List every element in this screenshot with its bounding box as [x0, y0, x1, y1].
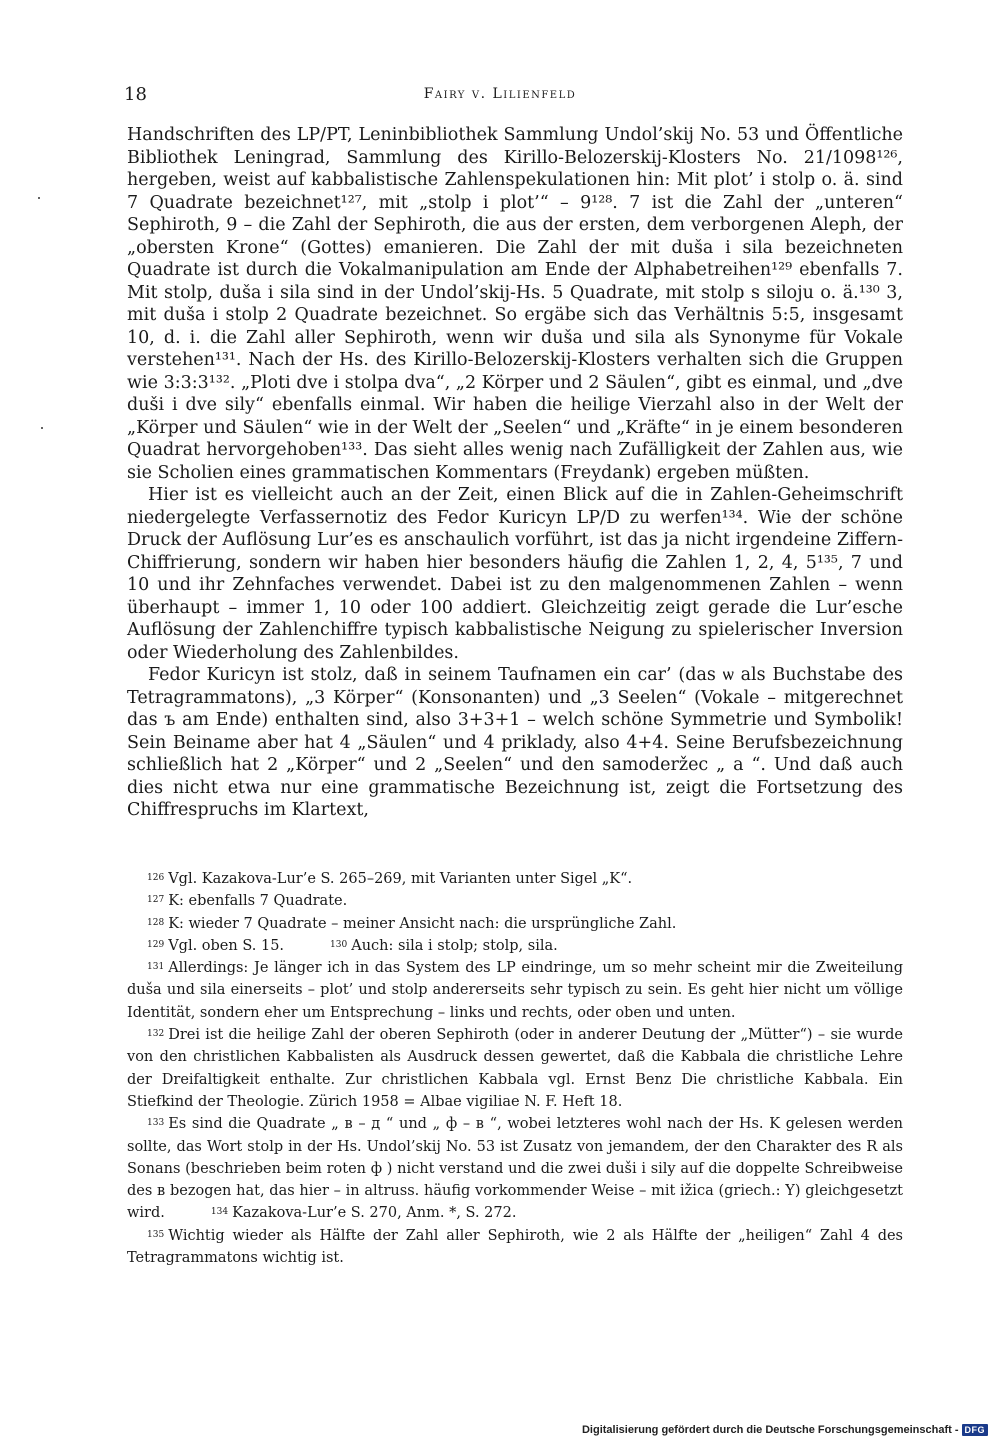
footnote: [127, 935, 903, 957]
footnote: [127, 1113, 903, 1224]
footnote: [127, 890, 903, 912]
footnote-number: 126: [147, 873, 165, 883]
running-head: Fairy v. Lilienfeld: [423, 86, 577, 102]
footnote-number: 127: [147, 895, 165, 906]
footnote-number: 131: [147, 962, 165, 973]
footnote: [127, 868, 903, 890]
body-paragraph: Hier ist es vielleicht auch an der Zeit, einen Blick auf die in Zahlen-Geheimschrift niedergelegte Verfassernotiz des Fedor Kuricyn LP/D zu werfen¹³⁴. Wie der schöne Druck der Auflösung Lur’es es anschaulich vorführt, ist das ja nicht irgendeine Ziffern-Chiffrierung, sondern wir haben hier besonders häufig die Zahlen 1, 2, 4, 5¹³⁵, 7 und 10 und ihr Zehnfaches verwendet. Dabei ist zu den malgenommenen Zahlen – wenn überhaupt – immer 1, 10 oder 100 addiert. Gleichzeitig zeigt gerade die Lur’esche Auflösung der Zahlenchiffre typisch kabbalistische Neigung zu spielerischer Inversion oder Wiederholung des Zahlenbildes.: [127, 485, 903, 663]
footnote-number: 130: [330, 939, 348, 950]
footnote-text: Vgl. oben S. 15.: [168, 937, 285, 954]
dfg-logo: DFG: [962, 1424, 989, 1436]
funding-text: Digitalisierung gefördert durch die Deutsche Forschungsgemeinschaft -: [581, 1424, 959, 1436]
scan-speck: [38, 197, 40, 199]
footnote-number: 135: [147, 1229, 165, 1240]
footnote: [127, 1225, 903, 1270]
footnotes: [127, 868, 903, 1269]
page-number: 18: [124, 84, 147, 105]
footnote: [127, 913, 903, 935]
footnote-text: Allerdings: Je länger ich in das System des LP eindringe, um so mehr scheint mir die Zweiteilung duša und sila einerseits – plot’ und stolp andererseits sehr typisch zu sein. Es geht hier nicht um völlige Identität, sondern eher um Entsprechung – links und rechts, oder oben und unten.: [127, 960, 903, 1021]
footnote-number: 133: [147, 1118, 165, 1129]
footnote-text: Auch: sila i stolp; stolp, sila.: [351, 937, 558, 954]
body-text: [127, 124, 903, 822]
footnote-text: Kazakova-Lur’e S. 270, Anm. *, S. 272.: [232, 1205, 517, 1222]
footnote-text: Es sind die Quadrate „ в – д “ und „ ф – в “, wobei letzteres wohl nach der Hs. K gelesen werden sollte, das Wort stolp in der Hs. Undol’skij No. 53 ist Zusatz von jemandem, der den Charakter des R als Sonans (beschrieben beim roten ф ) nicht verstand und die zwei duši i sily auf die doppelte Schreibweise des в bezogen hat, das hier – in altruss. häufig vorkommender Weise – mit ižica (griech.: Y) gleichgesetzt wird.: [127, 1116, 903, 1222]
footnote-text: Wichtig wieder als Hälfte der Zahl aller Sephiroth, wie 2 als Hälfte der „heiligen“ Zahl 4 des Tetragrammatons wichtig ist.: [127, 1227, 903, 1267]
footnote: [127, 957, 903, 1024]
body-paragraph: Handschriften des LP/PT, Leninbibliothek Sammlung Undol’skij No. 53 und Öffentliche Bibliothek Leningrad, Sammlung des Kirillo-Belozerskij-Klosters No. 21/1098¹²⁶, hergeben, weist auf kabbalistische Zahlenspekulationen hin: Mit plot’ i stolp o. ä. sind 7 Quadrate bezeichnet¹²⁷, mit „stolp i plot’“ – 9¹²⁸. 7 ist die Zahl der „unteren“ Sephiroth, 9 – die Zahl der Sephiroth, die aus der ersten, dem verborgenen Aleph, der „obersten Krone“ (Gottes) emanieren. Die Zahl der mit duša i sila bezeichneten Quadrate ist durch die Vokalmanipulation am Ende der Alphabetreihen¹²⁹ ebenfalls 7. Mit stolp, duša i sila sind in der Undol’skij-Hs. 5 Quadrate, mit stolp s siloju o. ä.¹³⁰ 3, mit duša i stolp 2 Quadrate bezeichnet. So ergäbe sich das Verhältnis 5:5, insgesamt 10, d. i. die Zahl aller Sephiroth, wenn wir duša und sila als Synonyme für Vokale verstehen¹³¹. Nach der Hs. des Kirillo-Belozerskij-Klosters verhalten sich die Gruppen wie 3:3:3¹³². „Ploti dve i stolpa dva“, „2 Körper und 2 Säulen“, gibt es einmal, und „dve duši i dve sily“ ebenfalls einmal. Wir haben die heilige Vierzahl also in der Welt der „Körper und Säulen“ wie in der Welt der „Seelen“ und „Kräfte“ in je einem besonderen Quadrat hervorgehoben¹³³. Das sieht alles wenig nach Zufälligkeit der Zahlen aus, wie sie Scholien eines grammatischen Kommentars (Freydank) ergeben müßten.: [127, 125, 903, 483]
footnote-text: K: ebenfalls 7 Quadrate.: [168, 893, 348, 910]
footnote-number: 129: [147, 939, 165, 950]
footnote-number: 134: [210, 1207, 229, 1218]
footnote-text: Vgl. Kazakova-Lur’e S. 265–269, mit Varianten unter Sigel „K“.: [168, 871, 633, 887]
footnote-number: 128: [147, 917, 165, 928]
body-paragraph: Fedor Kuricyn ist stolz, daß in seinem Taufnamen ein car’ (das ѡ als Buchstabe des Tetragrammatons), „3 Körper“ (Konsonanten) und „3 Seelen“ (Vokale – mitgerechnet das ъ am Ende) enthalten sind, also 3+3+1 – welch schöne Symmetrie und Symbolik! Sein Beiname aber hat 4 „Säulen“ und 4 priklady, also 4+4. Seine Berufsbezeichnung schließlich hat 2 „Körper“ und 2 „Seelen“ und den samoderžec „ а “. Und daß auch dies nicht etwa nur eine grammatische Bezeichnung ist, zeigt die Fortsetzung des Chiffrespruchs im Klartext,: [127, 665, 903, 820]
dfg-funding-note: [582, 1422, 988, 1438]
footnote-number: 132: [147, 1029, 165, 1040]
footnote: [127, 1024, 903, 1113]
footnote-text: K: wieder 7 Quadrate – meiner Ansicht nach: die ursprüngliche Zahl.: [168, 915, 677, 932]
scan-speck: [41, 427, 43, 429]
footnote-text: Drei ist die heilige Zahl der oberen Sephiroth (oder in anderer Deutung der „Mütter“) – sie wurde von den christlichen Kabbalisten als Ausdruck dessen gewertet, daß die Kabbala die christliche Lehre der Dreifaltigkeit enthalte. Zur christlichen Kabbala vgl. Ernst Benz Die christliche Kabbala. Ein Stiefkind der Theologie. Zürich 1958 = Albae vigiliae N. F. Heft 18.: [127, 1027, 903, 1110]
